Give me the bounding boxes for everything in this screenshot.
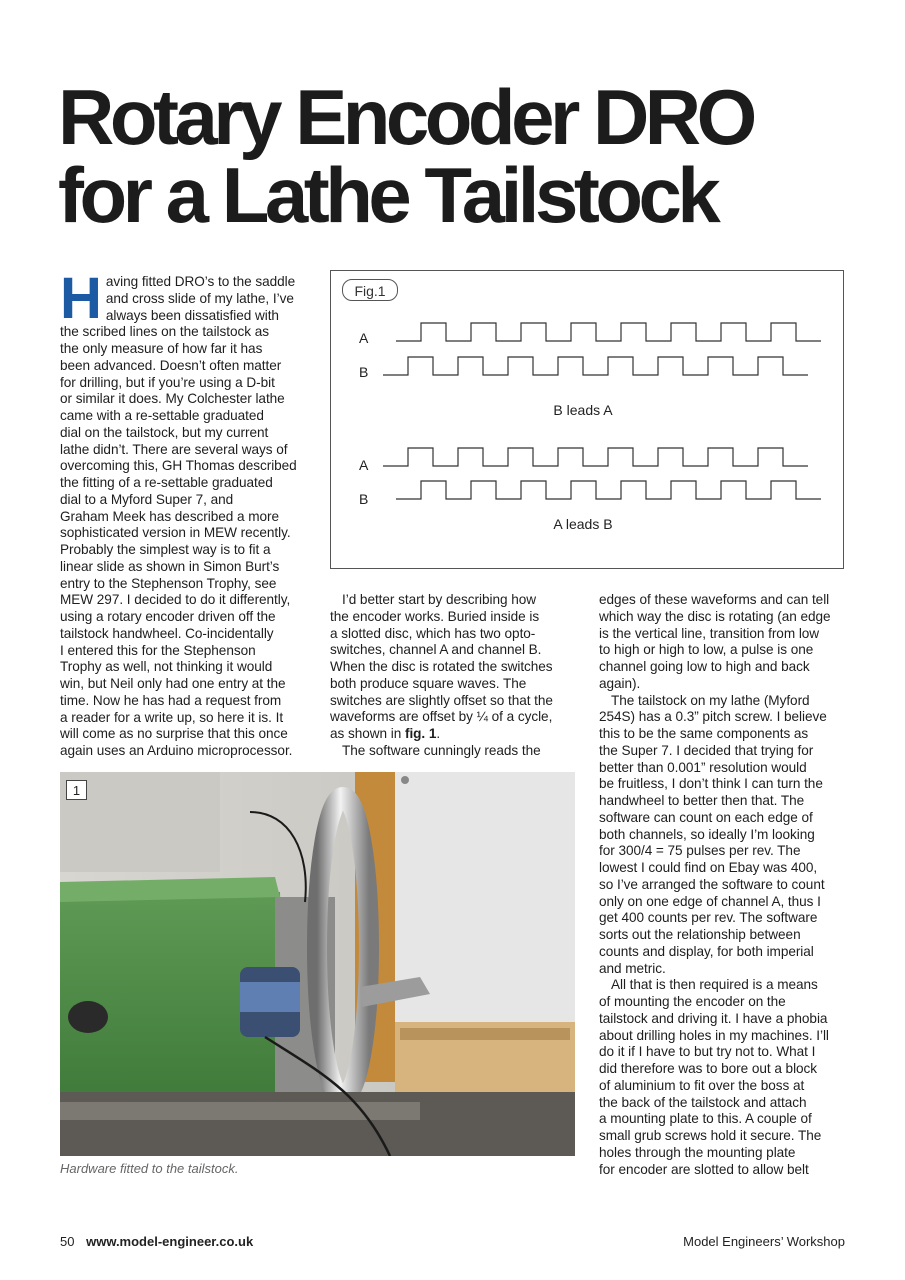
title-line-2: for a Lathe Tailstock — [58, 151, 717, 239]
text-line: the Super 7. I decided that trying for — [599, 742, 814, 758]
text-line — [330, 726, 580, 743]
text-line: which way the disc is rotating (an edge — [599, 608, 831, 624]
text-line: so I’ve arranged the software to count — [599, 876, 825, 892]
text-line: holes through the mounting plate — [599, 1144, 796, 1160]
waveform-b-bottom — [396, 481, 821, 499]
photo-caption: Hardware fitted to the tailstock. — [60, 1161, 239, 1176]
text-line: been advanced. Doesn’t often matter — [60, 357, 282, 373]
text-line: for encoder are slotted to allow belt — [599, 1161, 809, 1177]
text-line: All that is then required is a means — [611, 977, 818, 993]
text-line: entry to the Stephenson Trophy, see — [60, 575, 277, 591]
text-line: a mounting plate to this. A couple of — [599, 1111, 812, 1127]
text-line: did therefore was to bore out a block — [599, 1061, 818, 1076]
body-column-2 — [330, 592, 580, 760]
text-line: and cross slide of my lathe, I’ve — [105, 290, 294, 306]
text-line: to high or high to low, a pulse is one — [599, 642, 814, 658]
body-column-3 — [599, 592, 851, 1178]
figure-tag: Fig.1 — [342, 279, 398, 301]
label-b-bottom: B — [359, 491, 369, 507]
text-line: be fruitless, I don’t think I can turn the — [599, 776, 823, 792]
text-line: the fitting of a re-settable graduated — [60, 475, 273, 490]
label-a-bottom: A — [359, 457, 369, 473]
text-line: handwheel to better then that. The — [599, 793, 805, 808]
body-column-1 — [60, 266, 312, 760]
text-line: Graham Meek has described a more — [60, 508, 280, 524]
text-line: MEW 297. I decided to do it differently, — [60, 592, 291, 608]
text-line: 254S) has a 0.3” pitch screw. I believe — [599, 709, 827, 725]
text-line: sophisticated version in MEW recently. — [60, 525, 291, 541]
text-line: Trophy as well, not thinking it would — [60, 659, 273, 675]
label-b-top: B — [359, 364, 369, 380]
text-line: win, but Neil only had one entry at the — [60, 676, 286, 691]
text-line: lowest I could find on Ebay was 400, — [599, 860, 818, 875]
fig-ref-suffix: . — [436, 726, 441, 741]
photo-tailstock — [60, 772, 575, 1156]
waveform-diagram — [331, 271, 845, 570]
article-title — [58, 73, 878, 239]
text-line: the back of the tailstock and attach — [599, 1094, 807, 1110]
text-line: better than 0.001” resolution would — [599, 759, 807, 775]
text-line: do it if I have to but try not to. What I — [599, 1044, 816, 1060]
text-line: for 300/4 = 75 pulses per rev. The — [599, 843, 801, 859]
label-a-top: A — [359, 330, 369, 346]
text-line: aving fitted DRO’s to the saddle — [105, 274, 296, 289]
text-line: small grub screws hold it secure. The — [599, 1128, 822, 1143]
website-url[interactable]: www.model-engineer.co.uk — [86, 1234, 254, 1249]
text-line: always been dissatisfied with — [105, 307, 279, 323]
text-line: for drilling, but if you’re using a D-bit — [60, 374, 275, 390]
text-line: When the disc is rotated the switches — [330, 659, 553, 674]
waveform-a-top — [396, 323, 821, 341]
title-line-1: Rotary Encoder DRO — [58, 73, 753, 161]
text-line: dial to a Myford Super 7, and — [60, 491, 234, 507]
waveform-a-bottom — [383, 448, 808, 466]
text-line: I’d better start by describing how — [342, 592, 536, 607]
text-line: linear slide as shown in Simon Burt’s — [60, 558, 280, 574]
caption-b-leads-a: B leads A — [553, 402, 613, 418]
text-line: again uses an Arduino microprocessor. — [60, 743, 293, 758]
text-line: came with a re-settable graduated — [60, 408, 264, 423]
page-number: 50 — [60, 1234, 75, 1249]
drop-cap: H — [60, 266, 102, 331]
text-line: this to be the same components as — [599, 726, 809, 741]
text-line: edges of these waveforms and can tell — [599, 592, 830, 607]
text-line: switches are slightly offset so that the — [330, 692, 553, 708]
text-line: The tailstock on my lathe (Myford — [611, 692, 810, 708]
text-line: tailstock and driving it. I have a phobia — [599, 1010, 828, 1026]
text-line: the encoder works. Buried inside is — [330, 608, 540, 624]
text-line: both channels, so ideally I’m looking — [599, 826, 815, 842]
text-line: of aluminium to fit over the boss at — [599, 1077, 805, 1093]
text-line: dial on the tailstock, but my current — [60, 424, 269, 440]
tailstock-photo-illustration — [60, 772, 575, 1156]
text-line: again). — [599, 675, 641, 691]
text-line: both produce square waves. The — [330, 675, 527, 691]
text-line: tailstock handwheel. Co-incidentally — [60, 625, 274, 641]
text-line: about drilling holes in my machines. I’ll — [599, 1027, 829, 1043]
text-line: the only measure of how far it has — [60, 341, 263, 356]
text-line: of mounting the encoder on the — [599, 994, 786, 1009]
text-line: The software cunningly reads the — [342, 742, 541, 758]
text-line: get 400 counts per rev. The software — [599, 910, 818, 926]
text-line: time. Now he has had a request from — [60, 692, 282, 708]
text-line: I entered this for the Stephenson — [60, 642, 256, 658]
text-line: counts and display, for both imperial — [599, 943, 814, 959]
text-line: sorts out the relationship between — [599, 927, 801, 942]
fig-ref-prefix: as shown in — [330, 726, 405, 741]
text-line: waveforms are offset by ¼ of a cycle, — [330, 709, 553, 725]
text-line: overcoming this, GH Thomas described — [60, 458, 297, 474]
footer-left — [60, 1234, 253, 1249]
magazine-name: Model Engineers’ Workshop — [683, 1234, 845, 1249]
text-line: and metric. — [599, 960, 666, 976]
text-line: using a rotary encoder driven off the — [60, 609, 276, 624]
figure-reference: fig. 1 — [404, 726, 437, 741]
text-line: Probably the simplest way is to fit a — [60, 542, 271, 557]
figure-1 — [330, 270, 844, 569]
text-line: software can count on each edge of — [599, 809, 813, 825]
text-line: switches, channel A and channel B. — [330, 642, 542, 658]
text-line: lathe didn’t. There are several ways of — [60, 441, 288, 457]
text-line: a reader for a write up, so here it is. It — [60, 709, 284, 725]
text-line: the scribed lines on the tailstock as — [60, 324, 269, 340]
text-line: only on one edge of channel A, thus I — [599, 893, 821, 909]
caption-a-leads-b: A leads B — [553, 516, 613, 532]
photo-number: 1 — [66, 780, 87, 800]
text-line: will come as no surprise that this once — [60, 726, 288, 742]
text-line: a slotted disc, which has two opto- — [330, 625, 536, 641]
text-line: or similar it does. My Colchester lathe — [60, 391, 285, 407]
text-line: channel going low to high and back — [599, 659, 810, 674]
waveform-b-top — [383, 357, 808, 375]
text-line: is the vertical line, transition from low — [599, 625, 820, 641]
